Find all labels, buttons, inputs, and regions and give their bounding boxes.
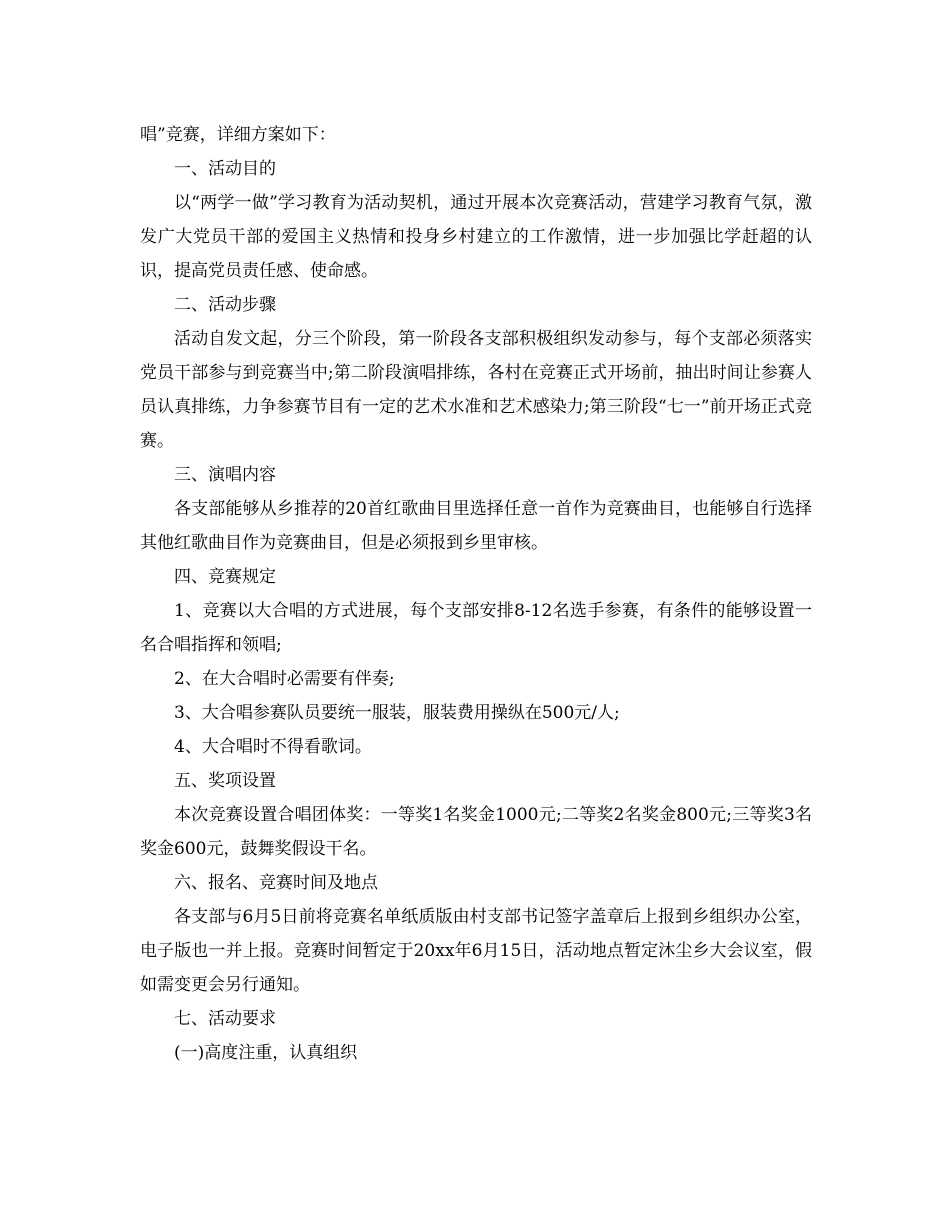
section-heading-rules: 四、竞赛规定 xyxy=(174,567,276,587)
rule-item-3: 3、大合唱参赛队员要统一服装，服装费用操纵在500元/人; xyxy=(174,703,620,723)
paragraph-steps: 活动自发文起，分三个阶段，第一阶段各支部积极组织发动参与，每个支部必须落实党员干部参与到竞赛当中;第二阶段演唱排练，各村在竞赛正式开场前，抽出时间让参赛人员认真排练，力争参赛节目有一定的艺术水准和艺术感染力;第三阶段“七一”前开场正式竞赛。 xyxy=(140,329,812,451)
section-heading-purpose: 一、活动目的 xyxy=(174,159,276,179)
document-body xyxy=(140,118,812,1070)
paragraph-awards: 本次竞赛设置合唱团体奖：一等奖1名奖金1000元;二等奖2名奖金800元;三等奖3名奖金600元，鼓舞奖假设干名。 xyxy=(140,805,812,859)
subsection-heading-organize: (一)高度注重，认真组织 xyxy=(174,1043,358,1063)
section-heading-content: 三、演唱内容 xyxy=(174,465,276,485)
paragraph-continuation: 唱”竞赛，详细方案如下： xyxy=(140,125,336,145)
paragraph-content: 各支部能够从乡推荐的20首红歌曲目里选择任意一首作为竞赛曲目，也能够自行选择其他红歌曲目作为竞赛曲目，但是必须报到乡里审核。 xyxy=(140,499,812,553)
section-heading-awards: 五、奖项设置 xyxy=(174,771,276,791)
rule-item-4: 4、大合唱时不得看歌词。 xyxy=(174,737,372,757)
paragraph-registration: 各支部与6月5日前将竞赛名单纸质版由村支部书记签字盖章后上报到乡组织办公室，电子版也一并上报。竞赛时间暂定于20xx年6月15日，活动地点暂定沐尘乡大会议室，假如需变更会另行通知。 xyxy=(140,907,812,995)
section-heading-registration: 六、报名、竞赛时间及地点 xyxy=(174,873,378,893)
rule-item-2: 2、在大合唱时必需要有伴奏; xyxy=(174,669,395,689)
paragraph-purpose: 以“两学一做”学习教育为活动契机，通过开展本次竞赛活动，营建学习教育气氛，激发广大党员干部的爱国主义热情和投身乡村建立的工作激情，进一步加强比学赶超的认识，提高党员责任感、使命感。 xyxy=(140,193,812,281)
rule-item-1: 1、竞赛以大合唱的方式进展，每个支部安排8-12名选手参赛，有条件的能够设置一名合唱指挥和领唱; xyxy=(140,601,812,655)
section-heading-requirements: 七、活动要求 xyxy=(174,1009,276,1029)
section-heading-steps: 二、活动步骤 xyxy=(174,295,276,315)
